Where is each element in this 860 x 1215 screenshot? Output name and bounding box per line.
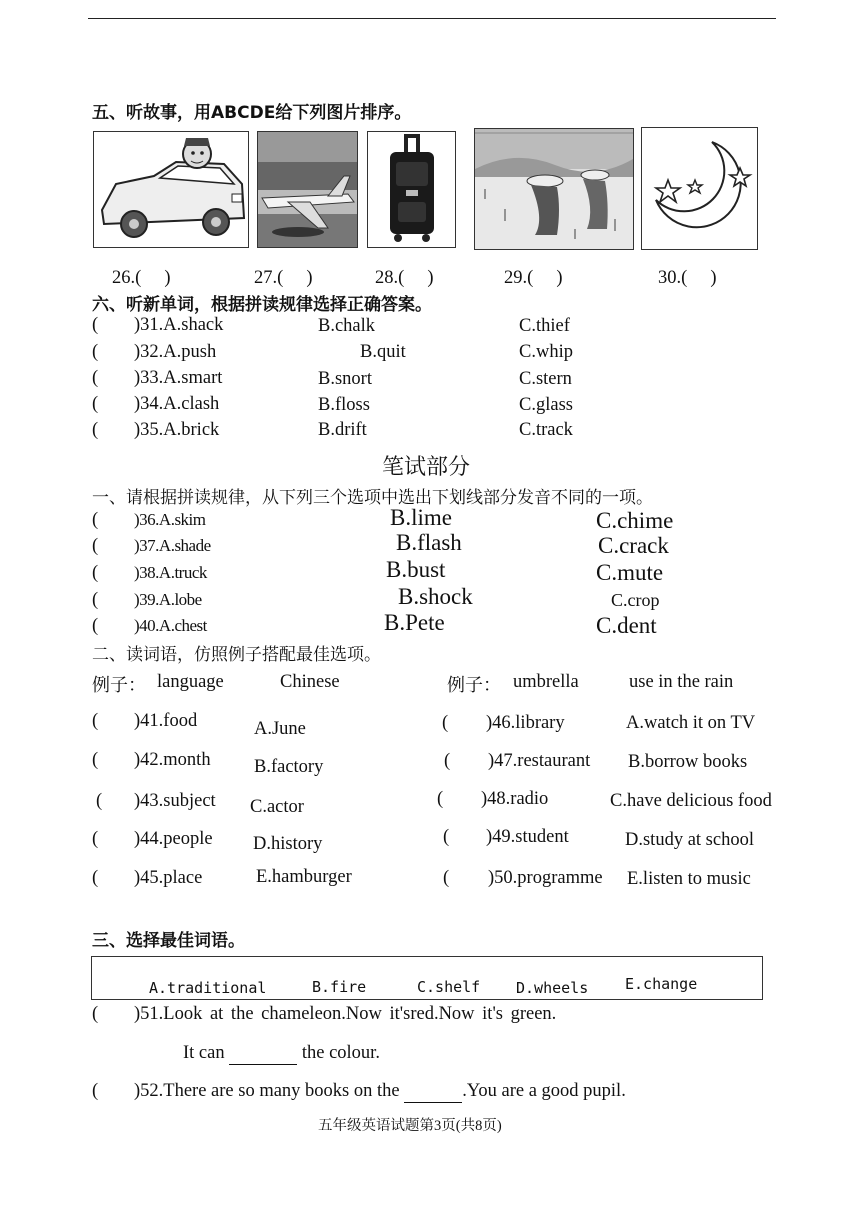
paren[interactable]: (	[92, 868, 99, 888]
written-part-heading: 笔试部分	[382, 454, 471, 479]
option-c: C.crop	[611, 590, 660, 610]
option-c: C.actor	[250, 797, 304, 817]
part1-title: 一、请根据拼读规律，从下列三个选项中选出下划线部分发音不同的一项。	[92, 488, 653, 508]
question-48: )48.radio	[481, 789, 549, 809]
answer-blank-27[interactable]: 27.( )	[254, 268, 313, 288]
picture-car-driver	[93, 131, 249, 248]
option-b: B.Pete	[384, 610, 445, 635]
question-47: )47.restaurant	[488, 751, 591, 771]
question-51-line2	[183, 1043, 380, 1065]
option-b: B.bust	[386, 557, 446, 582]
question-37: )37.A.shade	[134, 536, 211, 555]
option-c: C.thief	[519, 316, 570, 336]
question-41: )41.food	[134, 711, 198, 731]
question-43: )43.subject	[134, 791, 216, 811]
word-option-a: A.traditional	[149, 979, 267, 997]
option-c: C.crack	[598, 533, 669, 558]
example-word: umbrella	[513, 672, 579, 692]
paren[interactable]: (	[92, 1004, 99, 1024]
q52-pre: )52.There are so many books on the	[134, 1081, 400, 1101]
question-46: )46.library	[486, 713, 565, 733]
part2-title: 二、读词语，仿照例子搭配最佳选项。	[92, 645, 381, 665]
paren[interactable]: (	[437, 789, 444, 809]
question-34: )34.A.clash	[134, 394, 220, 414]
option-b: B.drift	[318, 420, 367, 440]
paren[interactable]: (	[92, 315, 99, 335]
question-51: )51.Look at the chameleon.Now it'sred.Now it's green.	[134, 1004, 557, 1024]
question-45: )45.place	[134, 868, 203, 888]
option-a: A.watch it on TV	[626, 713, 756, 733]
paren[interactable]: (	[92, 616, 99, 636]
question-42: )42.month	[134, 750, 211, 770]
question-31: )31.A.shack	[134, 315, 224, 335]
paren[interactable]: (	[92, 510, 99, 530]
paren[interactable]: (	[92, 829, 99, 849]
answer-blank-29[interactable]: 29.( )	[504, 268, 563, 288]
option-e: E.listen to music	[627, 869, 751, 889]
word-option-b: B.fire	[312, 978, 367, 996]
paren[interactable]: (	[92, 563, 99, 583]
question-33: )33.A.smart	[134, 368, 223, 388]
word-option-c: C.shelf	[417, 978, 481, 996]
option-b: B.quit	[360, 342, 406, 362]
section5-title: 五、听故事，用ABCDE给下列图片排序。	[92, 103, 412, 123]
paren[interactable]: (	[443, 868, 450, 888]
option-b: B.floss	[318, 395, 370, 415]
paren[interactable]: (	[92, 342, 99, 362]
option-b: B.flash	[396, 530, 462, 555]
answer-blank-28[interactable]: 28.( )	[375, 268, 434, 288]
question-36: )36.A.skim	[134, 510, 206, 529]
answer-blank-51[interactable]	[229, 1043, 297, 1065]
question-50: )50.programme	[488, 868, 603, 888]
question-44: )44.people	[134, 829, 213, 849]
option-c: C.stern	[519, 369, 572, 389]
page-footer: 五年级英语试题第3页(共8页)	[318, 1118, 502, 1134]
top-rule	[88, 18, 776, 19]
paren[interactable]: (	[92, 711, 99, 731]
answer-blank-52[interactable]	[404, 1081, 462, 1103]
paren[interactable]: (	[92, 536, 99, 556]
picture-farmers-in-field	[474, 128, 634, 250]
word-option-e: E.change	[625, 975, 698, 993]
option-d: D.study at school	[625, 830, 754, 850]
picture-moon-and-stars	[641, 127, 758, 250]
option-c: C.whip	[519, 342, 573, 362]
paren[interactable]: (	[443, 827, 450, 847]
q51-post: the colour.	[301, 1043, 380, 1063]
question-35: )35.A.brick	[134, 420, 220, 440]
picture-suitcase	[367, 131, 456, 248]
paren[interactable]: (	[442, 713, 449, 733]
paren[interactable]: (	[92, 368, 99, 388]
paren[interactable]: (	[444, 751, 451, 771]
option-b: B.chalk	[318, 316, 376, 336]
option-b: B.lime	[390, 505, 452, 530]
option-b: B.borrow books	[628, 752, 748, 772]
paren[interactable]: (	[92, 1081, 99, 1101]
option-b: B.snort	[318, 369, 372, 389]
paren[interactable]: (	[92, 394, 99, 414]
picture-airplane	[257, 131, 358, 248]
part3-title: 三、选择最佳词语。	[92, 931, 245, 951]
question-39: )39.A.lobe	[134, 590, 202, 609]
question-52	[134, 1081, 626, 1103]
section6-title: 六、听新单词，根据拼读规律选择正确答案。	[92, 295, 432, 315]
question-38: )38.A.truck	[134, 563, 207, 582]
q51-pre: It can	[183, 1043, 225, 1063]
option-c: C.dent	[596, 613, 657, 638]
q52-post: .You are a good pupil.	[462, 1081, 626, 1101]
example-label: 例子：	[447, 675, 501, 696]
question-40: )40.A.chest	[134, 616, 207, 635]
word-option-d: D.wheels	[516, 979, 589, 997]
answer-blank-26[interactable]: 26.( )	[112, 268, 171, 288]
paren[interactable]: (	[92, 420, 99, 440]
example-word: language	[157, 672, 224, 692]
option-e: E.hamburger	[256, 867, 352, 887]
example-match: Chinese	[280, 672, 340, 692]
option-c: C.chime	[596, 508, 674, 533]
paren[interactable]: (	[92, 750, 99, 770]
example-match: use in the rain	[629, 672, 734, 692]
option-c: C.track	[519, 420, 573, 440]
paren[interactable]: (	[96, 791, 103, 811]
option-a: A.June	[254, 719, 306, 739]
answer-blank-30[interactable]: 30.( )	[658, 268, 717, 288]
question-49: )49.student	[486, 827, 569, 847]
option-c: C.mute	[596, 560, 664, 585]
example-label: 例子：	[92, 675, 146, 696]
option-d: D.history	[253, 834, 323, 854]
paren[interactable]: (	[92, 590, 99, 610]
option-b: B.shock	[398, 584, 473, 609]
option-b: B.factory	[254, 757, 324, 777]
question-32: )32.A.push	[134, 342, 217, 362]
option-c: C.glass	[519, 395, 573, 415]
option-c: C.have delicious food	[610, 791, 772, 811]
